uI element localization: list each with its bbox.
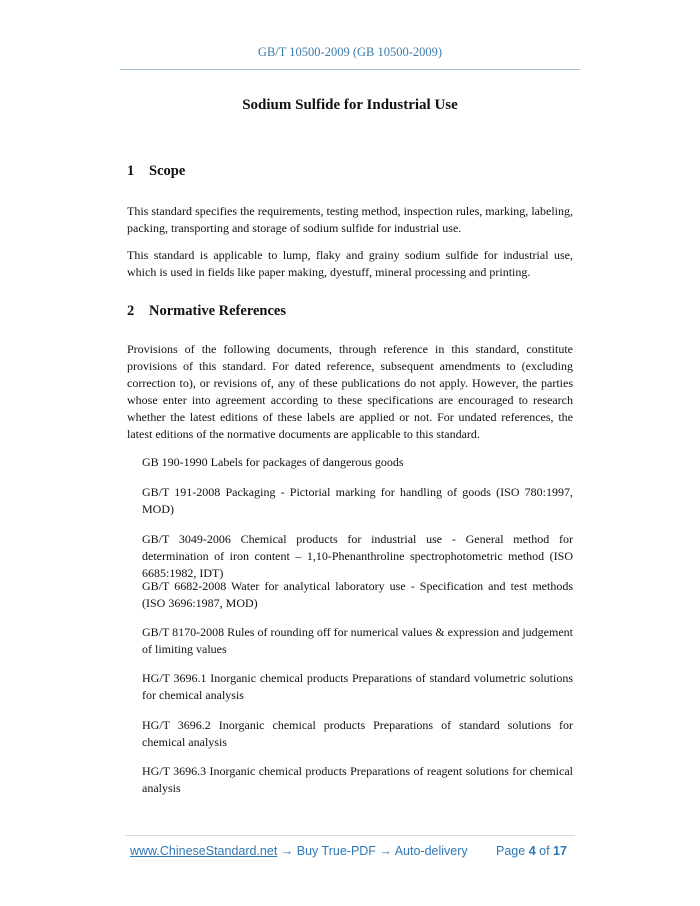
- reference-item: HG/T 3696.1 Inorganic chemical products Preparations of standard volumetric solutions for chemical analysis: [142, 671, 573, 702]
- reference-item: HG/T 3696.2 Inorganic chemical products Preparations of standard solutions for chemical analysis: [142, 718, 573, 749]
- current-page: 4: [528, 844, 536, 858]
- total-pages: 17: [553, 844, 567, 858]
- running-header: GB/T 10500-2009 (GB 10500-2009): [257, 45, 443, 59]
- of-label: of: [539, 844, 550, 858]
- reference-item: GB/T 6682-2008 Water for analytical laboratory use - Specification and test methods (ISO 3696:1987, MOD): [142, 579, 573, 610]
- reference-item: GB/T 191-2008 Packaging - Pictorial marking for handling of goods (ISO 780:1997, MOD): [142, 485, 573, 516]
- reference-item: GB/T 3049-2006 Chemical products for industrial use - General method for determination of iron content – 1,10-Phenanthroline spectrophotometric method (ISO 6685:1982, IDT): [142, 532, 573, 580]
- document-title: Sodium Sulfide for Industrial Use: [242, 97, 458, 113]
- paragraph: This standard is applicable to lump, flaky and grainy sodium sulfide for industrial use, which is used in fields like paper making, dyestuff, mineral processing and printing.: [127, 248, 573, 279]
- section-number: 2: [127, 303, 135, 319]
- page-label: Page: [496, 844, 526, 858]
- page-indicator: [496, 844, 567, 858]
- section-number: 1: [127, 163, 135, 179]
- section-title: Scope: [149, 163, 186, 179]
- header-divider: [120, 69, 580, 70]
- reference-item: HG/T 3696.3 Inorganic chemical products Preparations of reagent solutions for chemical analysis: [142, 764, 573, 795]
- section-heading-scope: [127, 163, 185, 180]
- reference-item: GB/T 8170-2008 Rules of rounding off for numerical values & expression and judgement of limiting values: [142, 625, 573, 656]
- website-link[interactable]: www.ChineseStandard.net: [130, 844, 278, 858]
- section-heading-normative-references: [127, 303, 286, 320]
- footer-promo: [130, 844, 468, 858]
- footer-divider: [125, 835, 575, 836]
- paragraph: This standard specifies the requirements, testing method, inspection rules, marking, labeling, packing, transporting and storage of sodium sulfide for industrial use.: [127, 204, 573, 235]
- footer-tagline: → Buy True-PDF → Auto-delivery: [277, 844, 468, 858]
- section-title: Normative References: [149, 303, 287, 319]
- paragraph: Provisions of the following documents, through reference in this standard, constitute provisions of this standard. For dated reference, subsequent amendments to (excluding correction to), or revisions of, any of these publications do not apply. However, the parties whose enter into agreement according to these specifications are encouraged to research whether the latest editions of these labels are applied or not. For undated references, the latest editions of the normative documents are applicable to this standard.: [127, 342, 573, 441]
- reference-item: GB 190-1990 Labels for packages of dangerous goods: [142, 455, 404, 469]
